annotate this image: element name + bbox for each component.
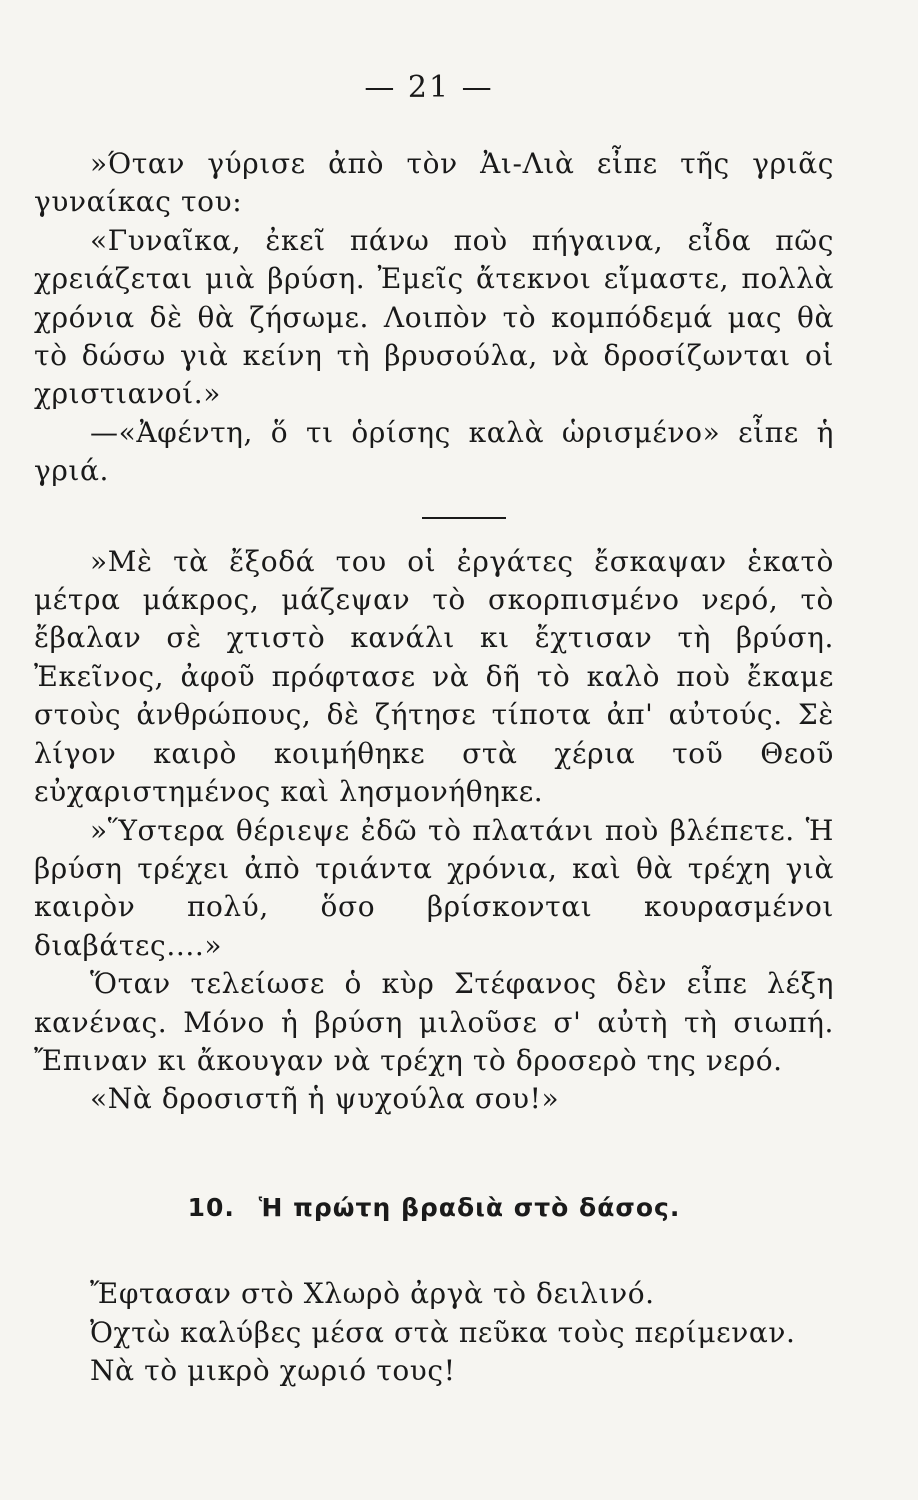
section-title: Ἡ πρώτη βραδιὰ στὸ δάσος. (258, 1192, 681, 1222)
section-number: 10. (187, 1192, 235, 1222)
section-heading (34, 1189, 834, 1227)
paragraph: «Νὰ δροσιστῆ ἡ ψυχούλα σου!» (90, 1082, 560, 1116)
divider-rule (422, 517, 506, 519)
body-text (34, 145, 834, 1390)
paragraph: »Ὕστερα θέριεψε ἐδῶ τὸ πλατάνι ποὺ βλέπετε. Ἡ βρύση τρέχει ἀπὸ τριάντα χρόνια, καὶ θὰ τρέχη γιὰ καιρὸν πολύ, ὅσο βρίσκονται κουρασμένοι διαβάτες....» (34, 813, 834, 962)
page-number: — 21 — (364, 70, 494, 105)
paragraph: «Γυναῖκα, ἐκεῖ πάνω ποὺ πήγαινα, εἶδα πῶς χρειάζεται μιὰ βρύση. Ἐμεῖς ἄτεκνοι εἴμαστε, πολλὰ χρόνια δὲ θὰ ζήσωμε. Λοιπὸν τὸ κομπόδεμά μας θὰ τὸ δώσω γιὰ κείνη τὴ βρυσούλα, νὰ δροσίζωνται οἱ χριστιανοί.» (34, 223, 834, 411)
section-divider (34, 491, 834, 543)
paragraph: Νὰ τὸ μικρὸ χωριό τους! (90, 1353, 456, 1387)
paragraph: »Όταν γύρισε ἀπὸ τὸν Ἀι-Λιὰ εἶπε τῆς γριᾶς γυναίκας του: (34, 147, 834, 219)
paragraph: Ὀχτὼ καλύβες μέσα στὰ πεῦκα τοὺς περίμεναν. (90, 1315, 796, 1349)
paragraph: —«Ἀφέντη, ὅ τι ὁρίσης καλὰ ὡρισμένο» εἶπε ἡ γριά. (34, 415, 834, 488)
paragraph: Ὅταν τελείωσε ὁ κὺρ Στέφανος δὲν εἶπε λέξη κανένας. Μόνο ἡ βρύση μιλοῦσε σ' αὐτὴ τὴ σιωπή. Ἔπιναν κι ἄκουγαν νὰ τρέχη τὸ δροσερὸ της νερό. (34, 967, 834, 1077)
paragraph: Ἔφτασαν στὸ Χλωρὸ ἀργὰ τὸ δειλινό. (90, 1277, 655, 1311)
paragraph: »Μὲ τὰ ἔξοδά του οἱ ἐργάτες ἔσκαψαν ἑκατὸ μέτρα μάκρος, μάζεψαν τὸ σκορπισμένο νερό, τὸ ἔβαλαν σὲ χτιστὸ κανάλι κι ἔχτισαν τὴ βρύση. Ἐκεῖνος, ἀφοῦ πρόφτασε νὰ δῆ τὸ καλὸ ποὺ ἔκαμε στοὺς ἀνθρώπους, δὲ ζήτησε τίποτα ἀπ' αὐτούς. Σὲ λίγον καιρὸ κοιμήθηκε στὰ χέρια τοῦ Θεοῦ εὐχαριστημένος καὶ λησμονήθηκε. (34, 544, 834, 809)
